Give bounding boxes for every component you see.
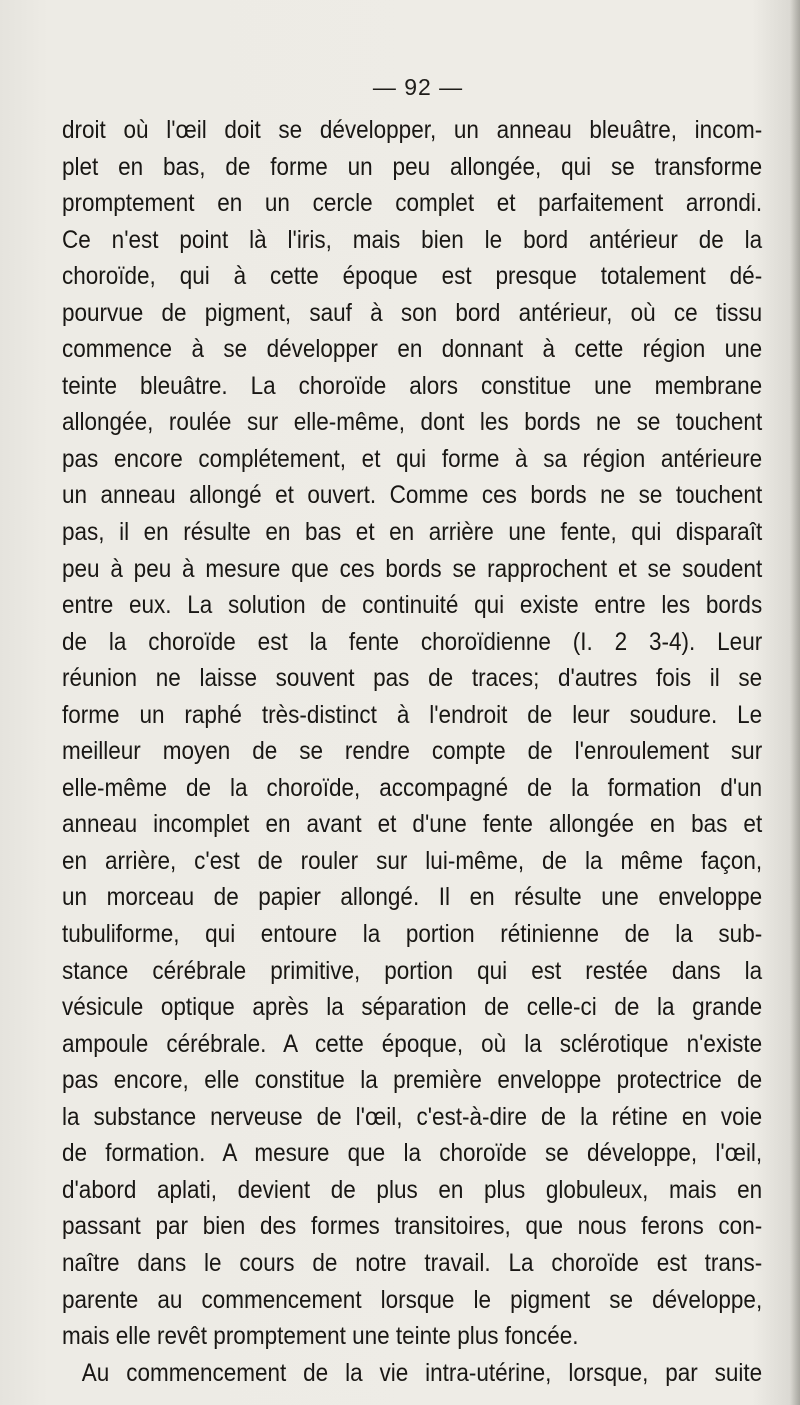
text-line: allongée, roulée sur elle-même, dont les bords ne se touchent bbox=[62, 408, 763, 437]
text-line: pas encore, elle constitue la première enveloppe protectrice de bbox=[62, 1066, 763, 1095]
text-line: peu à peu à mesure que ces bords se rapprochent et se soudent bbox=[62, 554, 763, 583]
text-line: de la choroïde est la fente choroïdienne (I. 2 3-4). Leur bbox=[62, 627, 763, 656]
text-line: stance cérébrale primitive, portion qui est restée dans la bbox=[62, 956, 763, 985]
text-line: naître dans le cours de notre travail. La choroïde est trans- bbox=[62, 1248, 763, 1277]
text-line: en arrière, c'est de rouler sur lui-même, de la même façon, bbox=[62, 846, 763, 875]
text-line: ampoule cérébrale. A cette époque, où la sclérotique n'existe bbox=[62, 1029, 763, 1058]
text-line: teinte bleuâtre. La choroïde alors constitue une membrane bbox=[62, 371, 763, 400]
page-number: — 92 — bbox=[372, 74, 464, 100]
text-line: droit où l'œil doit se développer, un anneau bleuâtre, incom- bbox=[62, 116, 763, 144]
text-line: meilleur moyen de se rendre compte de l'enroulement sur bbox=[62, 737, 763, 766]
text-line: de formation. A mesure que la choroïde se développe, l'œil, bbox=[62, 1139, 763, 1168]
text-line: pas encore complétement, et qui forme à sa région antérieure bbox=[62, 444, 763, 473]
text-line: choroïde, qui à cette époque est presque totalement dé- bbox=[62, 262, 763, 291]
text-line: vésicule optique après la séparation de celle-ci de la grande bbox=[62, 993, 763, 1022]
text-line: commence à se développer en donnant à cette région une bbox=[62, 335, 763, 364]
text-line: un morceau de papier allongé. Il en résulte une enveloppe bbox=[62, 883, 763, 912]
text-line: un anneau allongé et ouvert. Comme ces bords ne se touchent bbox=[62, 481, 763, 510]
text-line: anneau incomplet en avant et d'une fente allongée en bas et bbox=[62, 810, 763, 839]
text-line: d'abord aplati, devient de plus en plus globuleux, mais en bbox=[62, 1175, 763, 1204]
text-line: la substance nerveuse de l'œil, c'est-à-dire de la rétine en voie bbox=[62, 1102, 763, 1131]
text-line: passant par bien des formes transitoires, que nous ferons con- bbox=[62, 1212, 763, 1241]
text-line: plet en bas, de forme un peu allongée, qui se transforme bbox=[62, 152, 763, 181]
text-line: promptement en un cercle complet et parfaitement arrondi. bbox=[62, 189, 763, 218]
text-line: elle-même de la choroïde, accompagné de la formation d'un bbox=[62, 773, 763, 802]
text-line: parente au commencement lorsque le pigment se développe, bbox=[62, 1285, 763, 1314]
text-line: tubuliforme, qui entoure la portion rétinienne de la sub- bbox=[62, 920, 763, 949]
text-line: Ce n'est point là l'iris, mais bien le bord antérieur de la bbox=[62, 225, 763, 254]
page-edge-shadow bbox=[790, 0, 800, 1405]
text-line: pourvue de pigment, sauf à son bord antérieur, où ce tissu bbox=[62, 298, 763, 327]
text-line: réunion ne laisse souvent pas de traces; d'autres fois il se bbox=[62, 664, 763, 693]
body-text bbox=[62, 112, 762, 1391]
text-line: pas, il en résulte en bas et en arrière une fente, qui disparaît bbox=[62, 518, 763, 547]
text-line: forme un raphé très-distinct à l'endroit de leur soudure. Le bbox=[62, 700, 763, 729]
text-line: Au commencement de la vie intra-utérine, lorsque, par suite bbox=[81, 1358, 763, 1387]
text-line: entre eux. La solution de continuité qui existe entre les bords bbox=[62, 591, 763, 620]
text-line: mais elle revêt promptement une teinte plus foncée. bbox=[62, 1322, 579, 1351]
